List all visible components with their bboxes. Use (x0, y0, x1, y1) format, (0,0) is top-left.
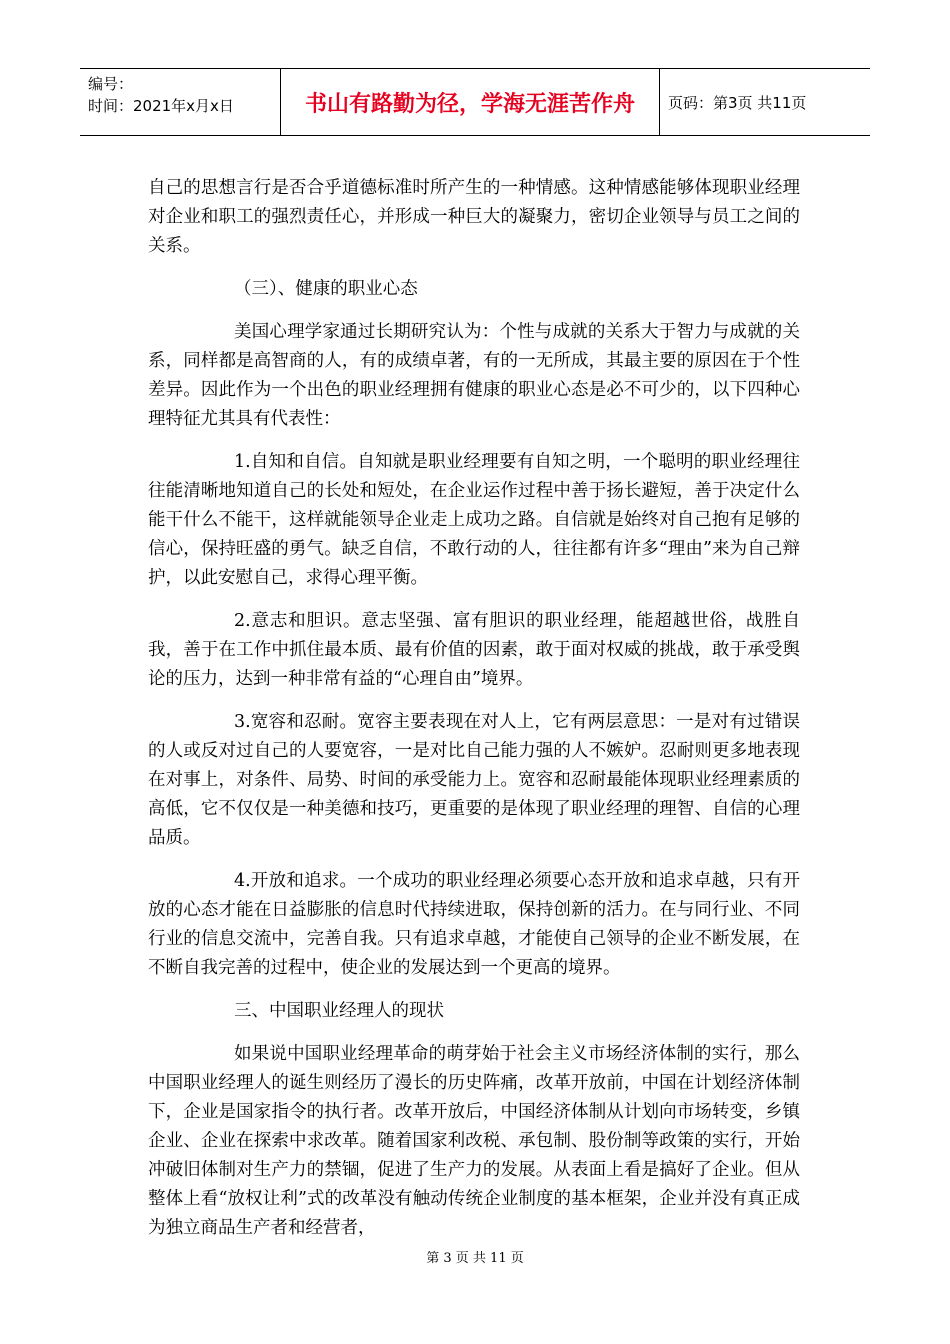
paragraph-will-courage: 2.意志和胆识。意志坚强、富有胆识的职业经理，能超越世俗，战胜自我，善于在工作中抓住最本质、最有价值的因素，敢于面对权威的挑战，敢于承受舆论的压力，达到一种非常有益的“心理自由”境界。 (148, 611, 800, 689)
header-motto: 书山有路勤为径，学海无涯苦作舟 (280, 69, 660, 135)
doc-time-label: 时间：2021年x月x日 (88, 97, 234, 115)
paragraph-intro-mindset: 美国心理学家通过长期研究认为：个性与成就的关系大于智力与成就的关系，同样都是高智商的人，有的成绩卓著，有的一无所成，其最主要的原因在于个性差异。因此作为一个出色的职业经理拥有健康的职业心态是必不可少的，以下四种心理特征尤其具有代表性： (148, 322, 800, 429)
page-footer: 第 3 页 共 11 页 (426, 1251, 524, 1266)
page-header (80, 68, 870, 136)
section-heading-status: 三、中国职业经理人的现状 (234, 1001, 444, 1021)
paragraph-status: 如果说中国职业经理革命的萌芽始于社会主义市场经济体制的实行，那么中国职业经理人的诞生则经历了漫长的历史阵痛，改革开放前，中国在计划经济体制下，企业是国家指令的执行者。改革开放后，中国经济体制从计划向市场转变，乡镇企业、企业在探索中求改革。随着国家利改税、承包制、股份制等政策的实行，开始冲破旧体制对生产力的禁锢，促进了生产力的发展。从表面上看是搞好了企业。但从整体上看“放权让利”式的改革没有触动传统企业制度的基本框架，企业并没有真正成为独立商品生产者和经营者， (148, 1044, 800, 1238)
header-page-info: 页码：第3页 共11页 (668, 93, 807, 112)
section-heading-healthy-mindset: （三）、健康的职业心态 (234, 279, 418, 299)
paragraph-tolerance: 3.宽容和忍耐。宽容主要表现在对人上，它有两层意思：一是对有过错误的人或反对过自己的人要宽容，一是对比自己能力强的人不嫉妒。忍耐则更多地表现在对事上，对条件、局势、时间的承受能力上。宽容和忍耐最能体现职业经理素质的高低，它不仅仅是一种美德和技巧，更重要的是体现了职业经理的理智、自信的心理品质。 (148, 712, 800, 848)
paragraph-self-knowledge: 1.自知和自信。自知就是职业经理要有自知之明，一个聪明的职业经理往往能清晰地知道自己的长处和短处，在企业运作过程中善于扬长避短，善于决定什么能干什么不能干，这样就能领导企业走上成功之路。自信就是始终对自己抱有足够的信心，保持旺盛的勇气。缺乏自信，不敢行动的人，往往都有许多“理由”来为自己辩护，以此安慰自己，求得心理平衡。 (148, 452, 800, 588)
paragraph-openness: 4.开放和追求。一个成功的职业经理必须要心态开放和追求卓越，只有开放的心态才能在日益膨胀的信息时代持续进取，保持创新的活力。在与同行业、不同行业的信息交流中，完善自我。只有追求卓越，才能使自己领导的企业不断发展，在不断自我完善的过程中，使企业的发展达到一个更高的境界。 (148, 871, 800, 978)
document-body (148, 174, 800, 1257)
doc-number-label: 编号： (88, 75, 134, 93)
header-meta (80, 69, 280, 135)
paragraph-continued: 自己的思想言行是否合乎道德标准时所产生的一种情感。这种情感能够体现职业经理对企业和职工的强烈责任心，并形成一种巨大的凝聚力，密切企业领导与员工之间的关系。 (148, 178, 800, 256)
